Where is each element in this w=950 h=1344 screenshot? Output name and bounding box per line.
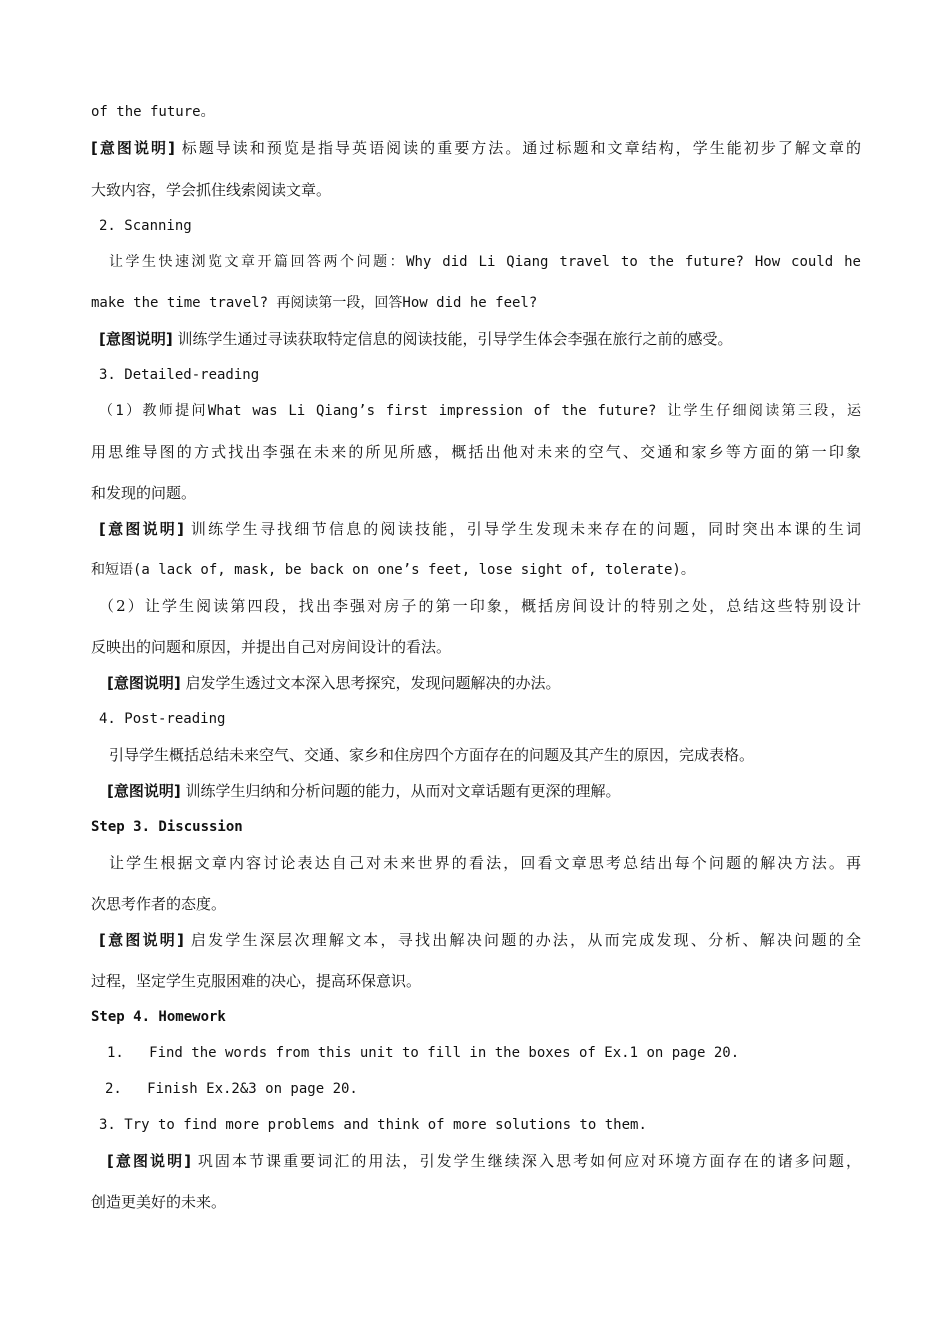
text-line: 反映出的问题和原因，并提出自己对房间设计的看法。 [91, 638, 452, 656]
intent-paragraph [91, 138, 861, 158]
section-heading-post-reading: 4. Post-reading [99, 711, 226, 727]
text-line: 用思维导图的方式找出李强在未来的所见所感，概括出他对未来的空气、交通和家乡等方面的第一印象 [91, 443, 861, 461]
text-line: 和发现的问题。 [91, 484, 197, 502]
intent-label: [意图说明] [99, 330, 173, 348]
text-line: 创造更美好的未来。 [91, 1193, 227, 1211]
intent-paragraph [99, 329, 869, 349]
intent-text: 训练学生寻找细节信息的阅读技能，引导学生发现未来存在的问题，同时突出本课的生词 [190, 520, 861, 538]
text-line: 大致内容，学会抓住线索阅读文章。 [91, 181, 332, 199]
section-heading-detailed-reading: 3. Detailed-reading [99, 367, 260, 383]
text-line: 引导学生概括总结未来空气、交通、家乡和住房四个方面存在的问题及其产生的原因，完成表格。 [109, 746, 755, 764]
text-line: 让学生根据文章内容讨论表达自己对未来世界的看法，回看文章思考总结出每个问题的解决方法。再 [109, 854, 861, 872]
intent-label: [意图说明] [99, 520, 184, 538]
homework-item-2: 2. Finish Ex.2&3 on page 20. [105, 1081, 358, 1097]
text-line: （1）教师提问What was Li Qiang’s first impression of the future? 让学生仔细阅读第三段，运 [99, 403, 861, 419]
intent-label: [意图说明] [99, 931, 184, 949]
intent-text: 训练学生通过寻读获取特定信息的阅读技能，引导学生体会李强在旅行之前的感受。 [177, 330, 733, 348]
step-heading-homework: Step 4. Homework [91, 1009, 226, 1025]
intent-paragraph [107, 673, 877, 693]
text-line: make the time travel? 再阅读第一段，回答How did he feel? [91, 295, 538, 311]
text-line: 和短语(a lack of, mask, be back on one’s feet, lose sight of, tolerate)。 [91, 562, 695, 578]
homework-item-3: 3. Try to find more problems and think of more solutions to them. [99, 1117, 647, 1133]
intent-label: [意图说明] [107, 1152, 191, 1170]
intent-text: 标题导读和预览是指导英语阅读的重要方法。通过标题和文章结构，学生能初步了解文章的 [181, 139, 861, 157]
intent-paragraph [107, 1151, 861, 1171]
text-line: of the future。 [91, 104, 215, 120]
text-line: 次思考作者的态度。 [91, 895, 227, 913]
intent-label: [意图说明] [107, 782, 181, 800]
text-line: 让学生快速浏览文章开篇回答两个问题：Why did Li Qiang travel to the future? How could he [109, 254, 861, 270]
intent-text: 启发学生深层次理解文本，寻找出解决问题的办法，从而完成发现、分析、解决问题的全 [190, 931, 861, 949]
intent-text: 巩固本节课重要词汇的用法，引发学生继续深入思考如何应对环境方面存在的诸多问题， [197, 1152, 861, 1170]
section-heading-scanning: 2. Scanning [99, 218, 192, 234]
intent-paragraph [99, 519, 861, 539]
text-line: （2）让学生阅读第四段，找出李强对房子的第一印象，概括房间设计的特别之处，总结这些特别设计 [99, 597, 861, 615]
intent-text: 训练学生归纳和分析问题的能力，从而对文章话题有更深的理解。 [185, 782, 621, 800]
intent-label: [意图说明] [107, 674, 181, 692]
step-heading-discussion: Step 3. Discussion [91, 819, 243, 835]
text-line: 过程，坚定学生克服困难的决心，提高环保意识。 [91, 972, 422, 990]
homework-item-1: 1. Find the words from this unit to fill in the boxes of Ex.1 on page 20. [107, 1045, 740, 1061]
intent-text: 启发学生透过文本深入思考探究，发现问题解决的办法。 [185, 674, 561, 692]
intent-paragraph [99, 930, 861, 950]
intent-paragraph [107, 781, 877, 801]
intent-label: [意图说明] [91, 139, 175, 157]
